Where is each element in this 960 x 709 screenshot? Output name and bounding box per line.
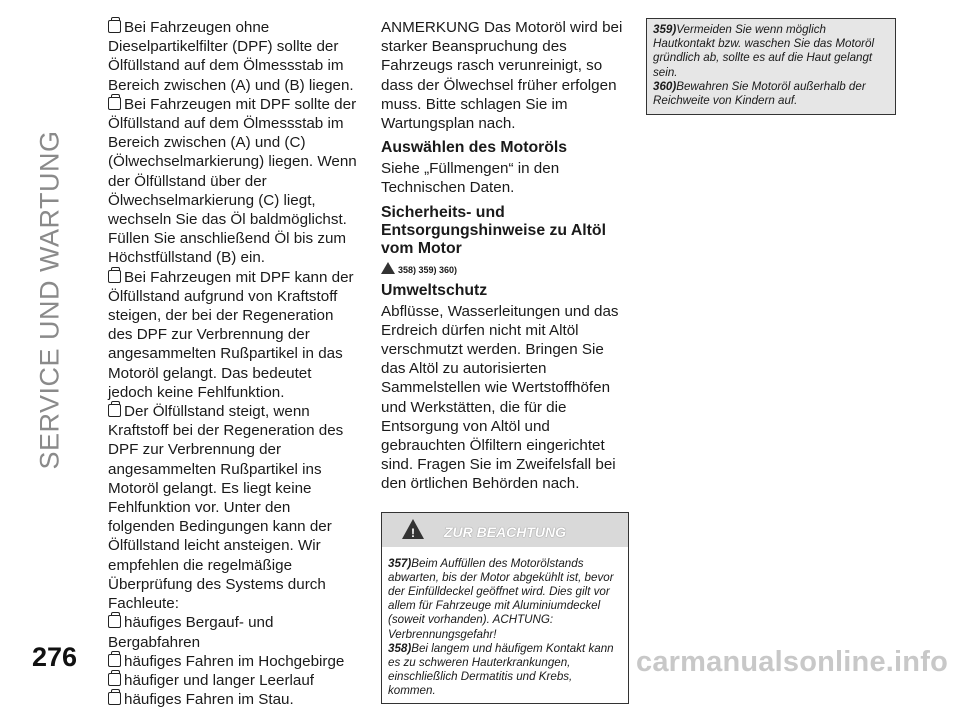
list-item (108, 613, 360, 651)
bullet-paragraph (108, 18, 360, 95)
bullet-icon (108, 97, 121, 110)
bullet-paragraph (108, 268, 360, 402)
warning-number: 360) (653, 79, 677, 93)
warning-body (382, 557, 628, 703)
note-paragraph: ANMERKUNG Das Motoröl wird bei starker Beanspruchung des Fahrzeugs rasch verunreinigt, so dass der Ölwechsel früher erfolgen muss. Bitte schlagen Sie im Wartungsplan nach. (381, 19, 623, 133)
warning-number: 358) (388, 641, 412, 655)
bullet-text: Bei Fahrzeugen ohne Dieselpartikelfilter (DPF) sollte der Ölfüllstand auf dem Ölmessstab im Bereich zwischen (A) und (B) liegen. (108, 19, 354, 94)
heading-oil-selection: Auswählen des Motoröls (381, 139, 568, 157)
warning-number: 357) (388, 556, 412, 570)
bullet-icon (108, 404, 121, 417)
bullet-paragraph (108, 95, 360, 268)
warning-header (382, 513, 628, 547)
warning-text: Bewahren Sie Motoröl außerhalb der Reichweite von Kindern auf. (653, 79, 866, 108)
warning-text: Vermeiden Sie wenn möglich Hautkontakt bzw. waschen Sie das Motoröl gründlich ab, sollte es auf die Haut gelangt sein. (653, 23, 875, 79)
bullet-paragraph (108, 402, 360, 613)
column-left (108, 18, 360, 709)
column-right (646, 18, 896, 115)
watermark: carmanualsonline.info (636, 646, 948, 678)
list-item (108, 652, 360, 671)
environment-text: Abflüsse, Wasserleitungen und das Erdreich dürfen nicht mit Altöl verschmutzt werden. Bringen Sie das Altöl zu autorisierten Sammelstellen wie Wertstoffhöfen und Werkstätten, die für die Entsorgung von Altöl und gebrauchten Ölfiltern eingerichtet sind. Fragen Sie im Zweifelsfall bei den örtlichen Behörden nach. (381, 302, 619, 493)
warning-text: Beim Auffüllen des Motorölstands abwarten, bis der Motor abgekühlt ist, bevor der Einfülldeckel geöffnet wird. Dies gilt vor allem für Fahrzeuge mit Aluminiumdeckel (soweit vorhanden). ACHTUNG: Verbrennungsgefahr! (388, 556, 614, 641)
warning-triangle-icon: ! (402, 519, 424, 539)
bullet-icon (108, 654, 121, 667)
bullet-text: Bei Fahrzeugen mit DPF sollte der Ölfüllstand auf dem Ölmessstab im Bereich zwischen (A) und (C) (Ölwechselmarkierung) liegen. Wenn der Ölfüllstand über der Ölwechselmarkierung (C) liegt, wechseln Sie das Öl baldmöglichst. Füllen Sie anschließend Öl bis zum Höchstfüllstand (B) ein. (108, 95, 357, 267)
bullet-icon (108, 673, 121, 686)
warning-box (381, 512, 629, 704)
warning-text: Bei langem und häufigem Kontakt kann es zu schweren Hauterkrankungen, einschließlich Dermatitis und Krebs, kommen. (388, 641, 614, 698)
column-middle (381, 18, 629, 704)
list-item-text: häufiges Bergauf- und Bergabfahren (108, 614, 274, 651)
warning-references (381, 262, 629, 276)
page-number: 276 (32, 642, 78, 672)
list-item-text: häufiges Fahren im Hochgebirge (124, 652, 345, 670)
warning-item (653, 80, 889, 108)
bullet-icon (108, 615, 121, 628)
bullet-text: Der Ölfüllstand steigt, wenn Kraftstoff bei der Regeneration des DPF zur Verbrennung der angesammelten Rußpartikel ins Motoröl gelangt. Es liegt keine Fehlfunktion vor. Unter den folgenden Bedingungen kann der Ölfüllstand leicht ansteigen. Wir empfehlen die regelmäßige Überprüfung des Systems durch Fachleute: (108, 403, 344, 613)
list-item-text: häufiges Fahren im Stau. (124, 691, 294, 709)
heading-environment: Umweltschutz (381, 281, 488, 299)
warning-continuation-box (646, 18, 896, 115)
warning-number: 359) (653, 23, 677, 36)
list-item-text: häufiger und langer Leerlauf (124, 671, 314, 689)
bullet-text: Bei Fahrzeugen mit DPF kann der Ölfüllstand aufgrund von Kraftstoff steigen, der bei der Regeneration des DPF zur Verbrennung der angesammelten Rußpartikel in das Motoröl gelangt. Das bedeutet jedoch keine Fehlfunktion. (108, 268, 354, 401)
heading-safety-disposal: Sicherheits- und Entsorgungshinweise zu Altöl vom Motor (381, 203, 606, 257)
warning-item (388, 642, 622, 699)
warning-title: ZUR BEACHTUNG (443, 523, 567, 540)
oil-selection-text: Siehe „Füllmengen“ in den Technischen Daten. (381, 160, 560, 197)
bullet-icon (108, 270, 121, 283)
bullet-icon (108, 20, 121, 33)
bullet-icon (108, 692, 121, 705)
warning-item (653, 23, 889, 80)
warning-icon (381, 262, 395, 274)
list-item (108, 690, 360, 709)
warning-refs-text: 358) 359) 360) (398, 264, 458, 275)
section-side-title: SERVICE UND WARTUNG (34, 130, 65, 470)
warning-item (388, 557, 622, 642)
list-item (108, 671, 360, 690)
